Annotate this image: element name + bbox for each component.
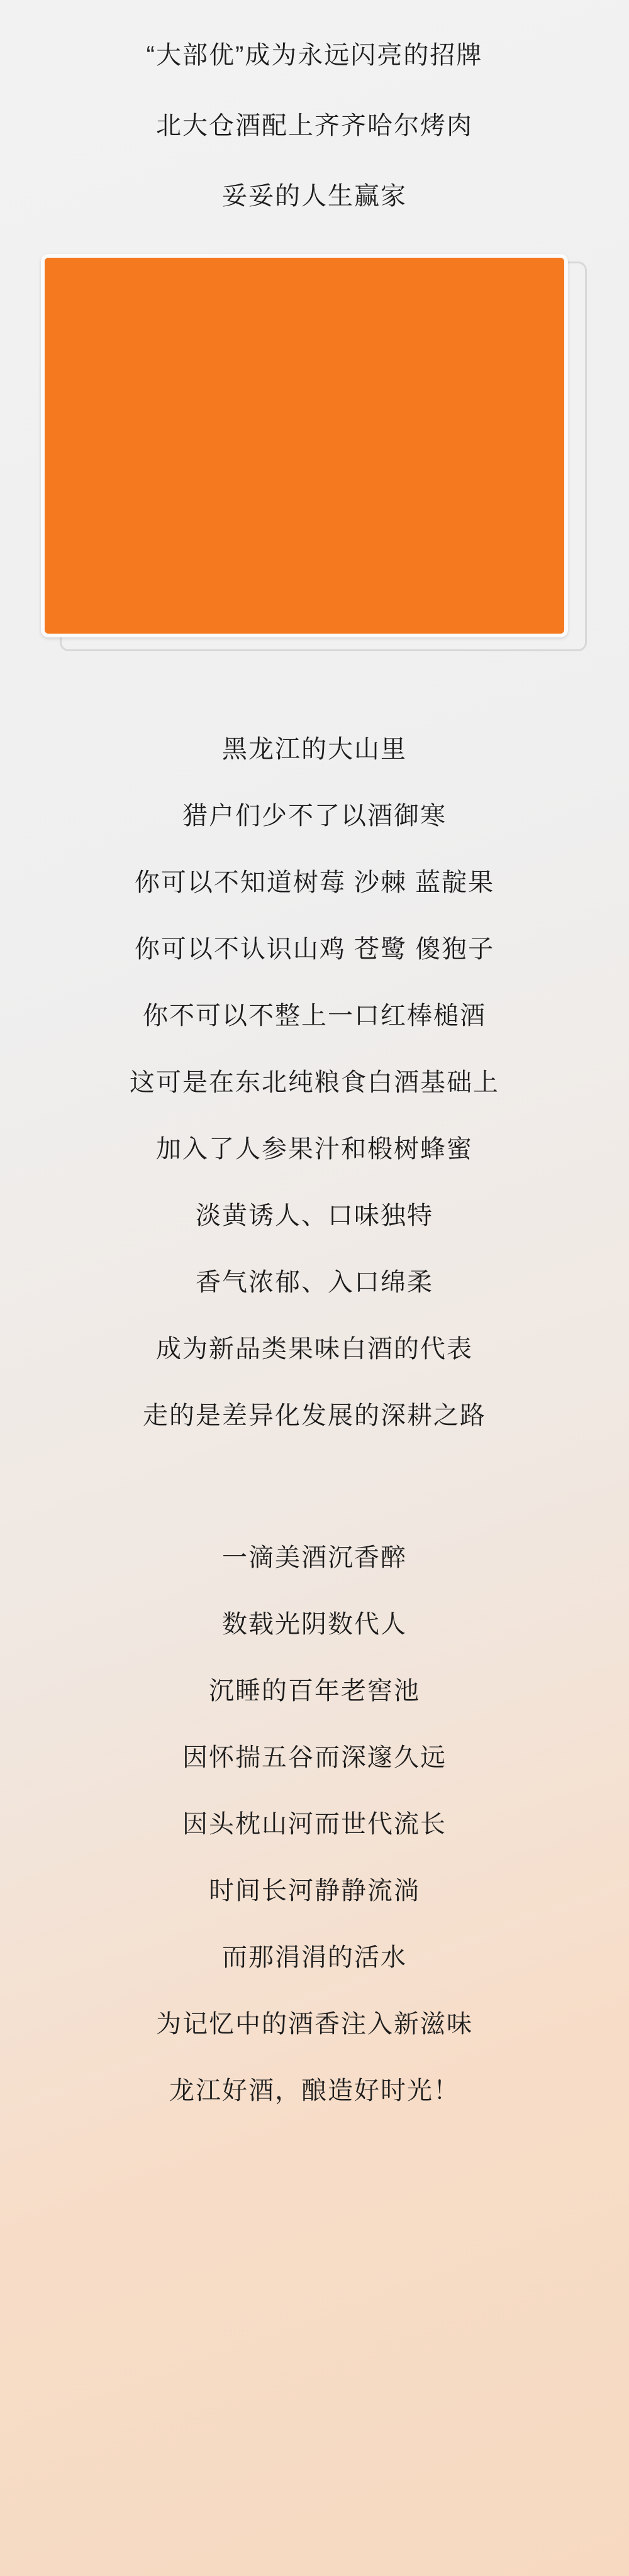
verse-bottom-section: [0, 1470, 629, 2103]
verse-line: 北大仓酒配上齐齐哈尔烤肉: [156, 112, 473, 140]
verse-line: 香气浓郁、入口绵柔: [196, 1269, 433, 1296]
verse-middle-section: [0, 663, 629, 1428]
verse-line: 数载光阴数代人: [222, 1610, 407, 1638]
verse-line: 因怀揣五谷而深邃久远: [182, 1744, 447, 1771]
verse-line: 时间长河静静流淌: [209, 1877, 420, 1905]
verse-line: 这可是在东北纯粮食白酒基础上: [130, 1069, 499, 1096]
verse-line: 走的是差异化发展的深耕之路: [143, 1402, 486, 1429]
verse-line: 而那涓涓的活水: [222, 1944, 407, 1971]
verse-line: “大部优”成为永远闪亮的招牌: [146, 41, 483, 69]
verse-line: 妥妥的人生赢家: [222, 182, 407, 210]
verse-line: 因头枕山河而世代流长: [182, 1810, 447, 1838]
verse-line: 猎户们少不了以酒御寒: [182, 802, 447, 830]
verse-line: 你不可以不整上一口红棒槌酒: [143, 1002, 486, 1030]
verse-line: 为记忆中的酒香注入新滋味: [156, 2010, 473, 2038]
verse-line: 你可以不知道树莓 沙棘 蓝靛果: [134, 869, 495, 896]
verse-line: 加入了人参果汁和椴树蜂蜜: [156, 1135, 473, 1163]
verse-line: 成为新品类果味白酒的代表: [156, 1335, 473, 1363]
verse-line: 黑龙江的大山里: [222, 735, 407, 763]
orange-image-placeholder: [41, 254, 568, 637]
image-block: [41, 254, 588, 663]
verse-line: 一滴美酒沉香醉: [222, 1544, 407, 1571]
verse-top-section: [0, 0, 629, 209]
verse-line: 淡黄诱人、口味独特: [196, 1202, 433, 1230]
verse-line: 龙江好酒，酿造好时光！: [169, 2077, 460, 2105]
verse-line: 你可以不认识山鸡 苍鹭 傻狍子: [134, 935, 495, 963]
verse-line: 沉睡的百年老窖池: [209, 1677, 420, 1705]
